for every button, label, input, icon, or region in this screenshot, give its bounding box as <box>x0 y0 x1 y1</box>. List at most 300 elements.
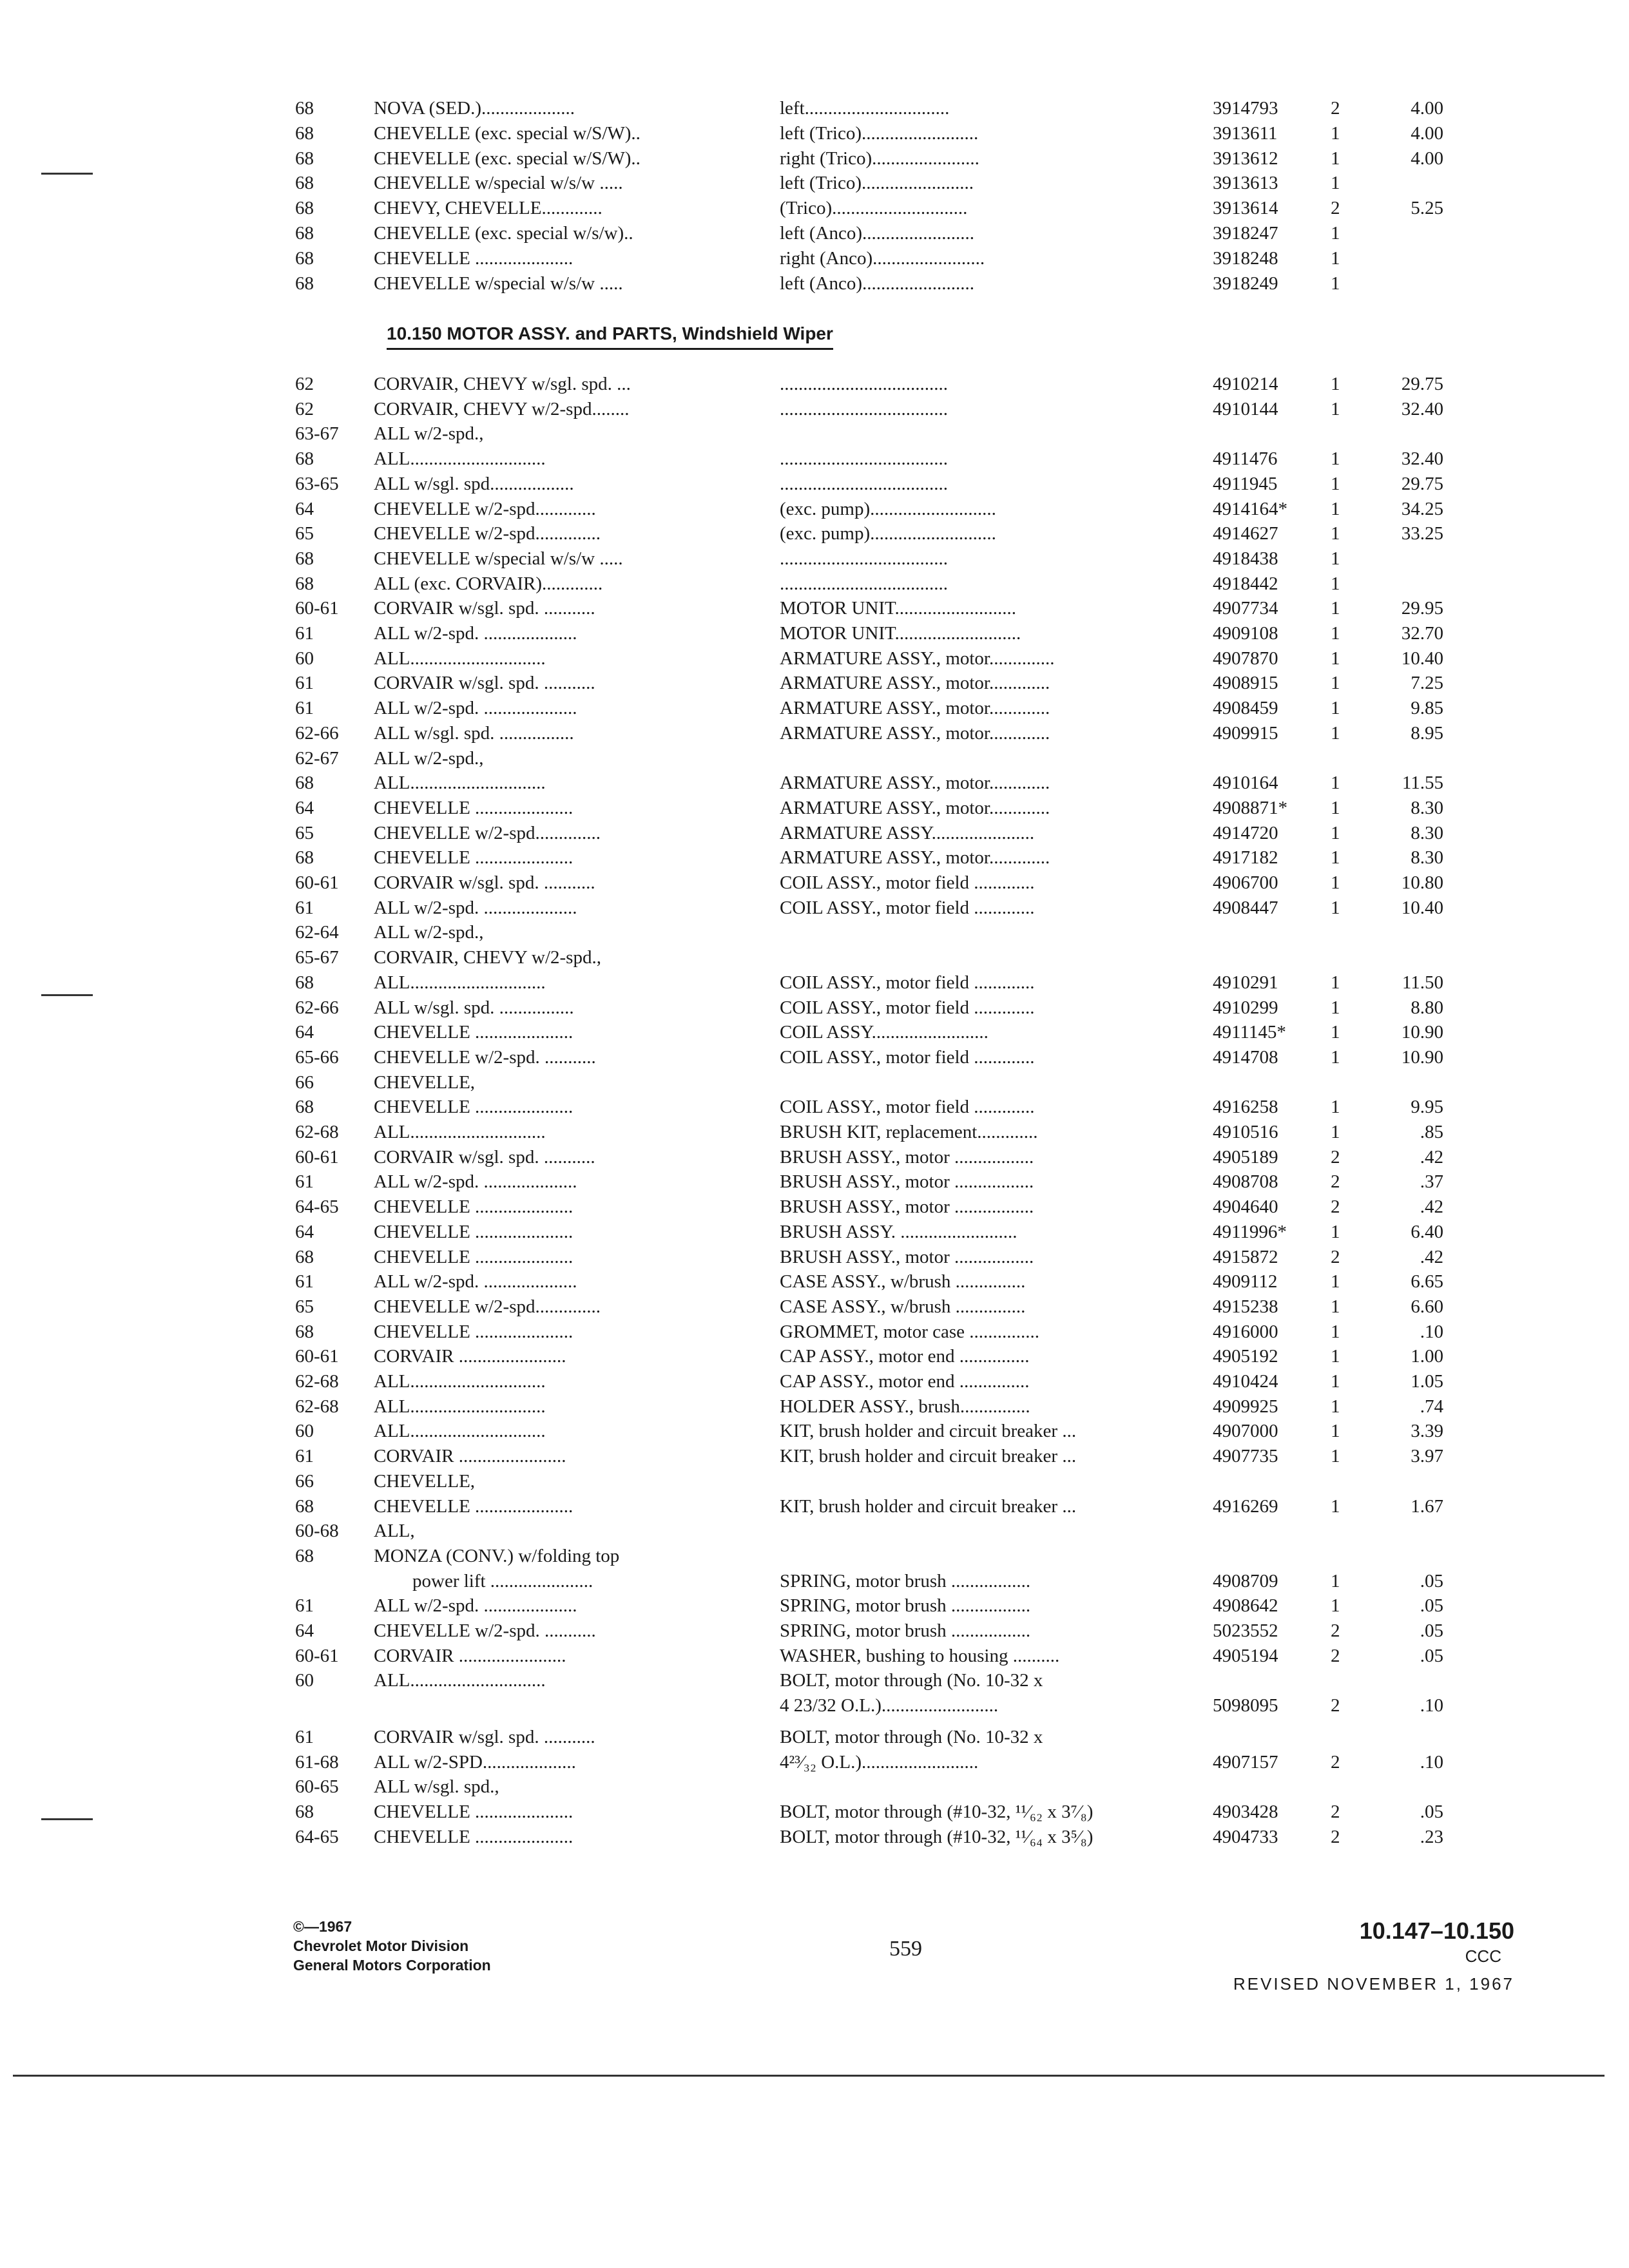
price-cell: .05 <box>1420 1645 1443 1666</box>
table-row <box>0 795 1629 821</box>
description-cell: KIT, brush holder and circuit breaker ... <box>780 1495 1077 1517</box>
part-number-cell: 4909112 <box>1213 1271 1278 1293</box>
quantity-cell: 2 <box>1331 1826 1340 1847</box>
application-cell: CHEVY, CHEVELLE............. <box>374 198 602 219</box>
table-row <box>0 620 1629 646</box>
price-cell: .23 <box>1420 1826 1443 1847</box>
application-cell: CHEVELLE ..................... <box>374 847 574 869</box>
price-cell: 10.90 <box>1401 1022 1443 1043</box>
table-row <box>0 970 1629 995</box>
application-cell: ALL w/sgl. spd. ................ <box>374 722 574 744</box>
part-number-cell: 4908447 <box>1213 897 1278 918</box>
price-cell: .10 <box>1420 1321 1443 1342</box>
application-cell: CHEVELLE (exc. special w/s/w).. <box>374 223 633 244</box>
year-cell: 66 <box>295 1470 314 1492</box>
quantity-cell: 1 <box>1331 1446 1340 1467</box>
code-label: CCC <box>1465 1946 1501 1966</box>
quantity-cell: 1 <box>1331 1022 1340 1043</box>
table-row <box>0 195 1629 221</box>
application-cell: CHEVELLE w/special w/s/w ..... <box>374 273 623 294</box>
application-cell: ALL w/2-spd., <box>374 922 484 943</box>
description-cell: WASHER, bushing to housing .......... <box>780 1645 1060 1666</box>
application-cell: CHEVELLE ..................... <box>374 247 574 269</box>
quantity-cell: 1 <box>1331 523 1340 544</box>
description-cell: CAP ASSY., motor end ............... <box>780 1346 1030 1367</box>
table-row <box>0 396 1629 422</box>
quantity-cell: 1 <box>1331 1271 1340 1293</box>
quantity-cell: 1 <box>1331 573 1340 594</box>
table-row <box>0 546 1629 572</box>
price-cell: 1.67 <box>1411 1495 1443 1517</box>
part-number-cell: 4918438 <box>1213 548 1278 569</box>
year-cell: 60-61 <box>295 872 339 893</box>
application-cell: CORVAIR w/sgl. spd. ........... <box>374 598 595 619</box>
quantity-cell: 1 <box>1331 548 1340 569</box>
application-cell: CORVAIR ....................... <box>374 1446 566 1467</box>
part-number-cell: 3913613 <box>1213 173 1278 194</box>
quantity-cell: 2 <box>1331 1801 1340 1822</box>
quantity-cell: 1 <box>1331 122 1340 144</box>
table-row <box>0 521 1629 546</box>
year-cell: 68 <box>295 448 314 470</box>
quantity-cell: 1 <box>1331 997 1340 1018</box>
year-cell: 68 <box>295 1246 314 1267</box>
table-row <box>0 1568 1629 1594</box>
application-cell: CHEVELLE, <box>374 1470 476 1492</box>
section-title: 10.150 MOTOR ASSY. and PARTS, Windshield Wiper <box>387 322 833 350</box>
year-cell: 61 <box>295 1271 314 1293</box>
price-cell: .10 <box>1420 1751 1443 1773</box>
price-cell: 4.00 <box>1411 98 1443 119</box>
application-cell: ALL............................. <box>374 1421 546 1442</box>
application-cell: ALL............................. <box>374 1670 546 1691</box>
part-number-cell: 3918248 <box>1213 247 1278 269</box>
price-cell: 3.97 <box>1411 1446 1443 1467</box>
table-row <box>0 720 1629 746</box>
application-cell: ALL w/2-spd. .................... <box>374 1271 577 1293</box>
part-number-cell: 5023552 <box>1213 1620 1278 1641</box>
application-cell: ALL w/2-spd., <box>374 747 484 769</box>
quantity-cell: 2 <box>1331 1695 1340 1716</box>
part-number-cell: 4911945 <box>1213 473 1278 494</box>
part-number-cell: 4916269 <box>1213 1495 1278 1517</box>
application-cell: ALL............................. <box>374 448 546 470</box>
application-cell: CHEVELLE w/2-spd.............. <box>374 1296 601 1317</box>
price-cell: 11.55 <box>1402 773 1443 794</box>
table-row <box>0 146 1629 171</box>
application-cell: CORVAIR w/sgl. spd. ........... <box>374 1726 595 1747</box>
year-cell: 60 <box>295 1421 314 1442</box>
quantity-cell: 2 <box>1331 1196 1340 1218</box>
part-number-cell: 4911996* <box>1213 1221 1287 1242</box>
quantity-cell: 1 <box>1331 872 1340 893</box>
table-row <box>0 646 1629 671</box>
application-cell: CHEVELLE w/2-spd. ........... <box>374 1620 596 1641</box>
application-cell: CHEVELLE w/2-spd............. <box>374 498 596 519</box>
application-cell: CHEVELLE ..................... <box>374 1022 574 1043</box>
quantity-cell: 1 <box>1331 223 1340 244</box>
price-cell: 10.90 <box>1401 1046 1443 1068</box>
application-cell: ALL w/2-SPD.................... <box>374 1751 576 1773</box>
quantity-cell: 1 <box>1331 1595 1340 1617</box>
quantity-cell: 1 <box>1331 1046 1340 1068</box>
application-cell: ALL............................. <box>374 648 546 669</box>
description-cell: MOTOR UNIT........................... <box>780 623 1021 644</box>
table-row <box>0 1044 1629 1070</box>
year-cell: 64-65 <box>295 1196 339 1218</box>
year-cell: 65-67 <box>295 947 339 968</box>
year-cell: 61 <box>295 1595 314 1617</box>
description-cell: .................................... <box>780 573 948 594</box>
year-cell: 61-68 <box>295 1751 339 1773</box>
price-cell: 6.65 <box>1411 1271 1443 1293</box>
section-range: 10.147–10.150 <box>1359 1917 1514 1944</box>
table-row <box>0 1244 1629 1270</box>
year-cell: 62 <box>295 374 314 394</box>
description-cell: .................................... <box>780 374 948 394</box>
quantity-cell: 2 <box>1331 1751 1340 1773</box>
year-cell: 61 <box>295 698 314 719</box>
part-number-cell: 4910291 <box>1213 972 1278 993</box>
quantity-cell: 1 <box>1331 1097 1340 1118</box>
price-cell: 6.40 <box>1411 1221 1443 1242</box>
year-cell: 65 <box>295 523 314 544</box>
description-cell: BRUSH ASSY., motor ................. <box>780 1146 1034 1168</box>
description-cell: COIL ASSY., motor field ............. <box>780 1097 1035 1118</box>
year-cell: 68 <box>295 1545 314 1566</box>
corporation-text: General Motors Corporation <box>293 1957 491 1974</box>
part-number-cell: 4907000 <box>1213 1421 1278 1442</box>
table-row <box>0 919 1629 945</box>
part-number-cell: 4905192 <box>1213 1346 1278 1367</box>
table-row <box>0 1443 1629 1469</box>
table-row <box>0 95 1629 121</box>
description-cell: .................................... <box>780 473 948 494</box>
quantity-cell: 1 <box>1331 247 1340 269</box>
quantity-cell: 1 <box>1331 698 1340 719</box>
price-cell: 8.30 <box>1411 797 1443 818</box>
year-cell: 60 <box>295 1670 314 1691</box>
description-cell: SPRING, motor brush ................. <box>780 1570 1031 1591</box>
description-cell: left (Trico)......................... <box>780 122 979 144</box>
price-cell: 1.00 <box>1411 1346 1443 1367</box>
table-row <box>0 1319 1629 1345</box>
year-cell: 68 <box>295 273 314 294</box>
year-cell: 62 <box>295 398 314 419</box>
description-cell: MOTOR UNIT.......................... <box>780 598 1017 619</box>
table-row <box>0 1418 1629 1444</box>
application-cell: ALL w/sgl. spd.................. <box>374 473 574 494</box>
description-cell: ARMATURE ASSY., motor............. <box>780 773 1050 794</box>
price-cell: .74 <box>1420 1396 1443 1417</box>
price-cell: 8.30 <box>1411 847 1443 869</box>
year-cell: 60-61 <box>295 598 339 619</box>
part-number-cell: 4907734 <box>1213 598 1278 619</box>
application-cell: ALL............................. <box>374 1122 546 1142</box>
year-cell: 68 <box>295 198 314 219</box>
description-cell: .................................... <box>780 548 948 569</box>
year-cell: 62-68 <box>295 1371 339 1392</box>
price-cell: 32.70 <box>1401 623 1443 644</box>
table-row <box>0 895 1629 921</box>
price-cell: .42 <box>1420 1246 1443 1267</box>
table-row <box>0 1593 1629 1619</box>
table-row <box>0 446 1629 472</box>
part-number-cell: 4907870 <box>1213 648 1278 669</box>
part-number-cell: 4914708 <box>1213 1046 1278 1068</box>
part-number-cell: 4910164 <box>1213 773 1278 794</box>
description-cell: ARMATURE ASSY., motor.............. <box>780 648 1055 669</box>
part-number-cell: 4905194 <box>1213 1645 1278 1666</box>
application-cell: CHEVELLE ..................... <box>374 797 574 818</box>
application-cell: CHEVELLE ..................... <box>374 1196 574 1218</box>
application-cell: CHEVELLE w/2-spd.............. <box>374 822 601 843</box>
table-row <box>0 1824 1629 1850</box>
year-cell: 65 <box>295 822 314 843</box>
bottom-rule <box>13 2075 1605 2077</box>
application-cell: CORVAIR w/sgl. spd. ........... <box>374 673 595 694</box>
application-cell: CHEVELLE ..................... <box>374 1801 574 1822</box>
application-cell: ALL w/2-spd. .................... <box>374 1171 577 1193</box>
part-number-cell: 4908871* <box>1213 797 1287 818</box>
year-cell: 61 <box>295 1171 314 1193</box>
application-cell: ALL w/2-spd., <box>374 423 484 445</box>
table-row <box>0 820 1629 846</box>
part-number-cell: 4908642 <box>1213 1595 1278 1617</box>
year-cell: 68 <box>295 1495 314 1517</box>
description-cell: .................................... <box>780 398 948 419</box>
description-cell: .................................... <box>780 448 948 470</box>
quantity-cell: 1 <box>1331 1570 1340 1591</box>
quantity-cell: 1 <box>1331 1321 1340 1342</box>
table-row <box>0 1724 1629 1750</box>
application-cell: ALL............................. <box>374 1371 546 1392</box>
part-number-cell: 3918247 <box>1213 223 1278 244</box>
quantity-cell: 2 <box>1331 98 1340 119</box>
table-row <box>0 1643 1629 1669</box>
description-cell: ARMATURE ASSY., motor............. <box>780 698 1050 719</box>
price-cell: 6.60 <box>1411 1296 1443 1317</box>
price-cell: 7.25 <box>1411 673 1443 694</box>
table-row <box>0 1494 1629 1519</box>
table-row <box>0 1070 1629 1095</box>
description-cell: BOLT, motor through (No. 10-32 x <box>780 1670 1043 1691</box>
part-number-cell: 3913612 <box>1213 148 1278 169</box>
price-cell: 10.80 <box>1401 872 1443 893</box>
description-cell: left (Trico)........................ <box>780 173 974 194</box>
description-cell: BRUSH KIT, replacement............. <box>780 1122 1038 1142</box>
description-cell: COIL ASSY......................... <box>780 1022 988 1043</box>
quantity-cell: 1 <box>1331 398 1340 419</box>
table-row <box>0 571 1629 597</box>
price-cell: .05 <box>1420 1570 1443 1591</box>
table-row <box>0 1219 1629 1245</box>
price-cell: 10.40 <box>1401 897 1443 918</box>
price-cell: 8.95 <box>1411 722 1443 744</box>
application-cell: CORVAIR ....................... <box>374 1645 566 1666</box>
description-cell: (exc. pump)........................... <box>780 523 996 544</box>
table-row <box>0 170 1629 196</box>
application-cell: CORVAIR, CHEVY w/sgl. spd. ... <box>374 374 631 394</box>
year-cell: 68 <box>295 122 314 144</box>
price-cell: .42 <box>1420 1196 1443 1218</box>
quantity-cell: 1 <box>1331 722 1340 744</box>
year-cell: 68 <box>295 847 314 869</box>
application-cell: CHEVELLE (exc. special w/S/W).. <box>374 122 641 144</box>
year-cell: 68 <box>295 773 314 794</box>
description-cell: right (Trico)....................... <box>780 148 979 169</box>
description-cell: CASE ASSY., w/brush ............... <box>780 1271 1026 1293</box>
part-number-cell: 4918442 <box>1213 573 1278 594</box>
application-cell: ALL w/2-spd. .................... <box>374 897 577 918</box>
application-cell: CHEVELLE w/2-spd.............. <box>374 523 601 544</box>
year-cell: 68 <box>295 148 314 169</box>
part-number-cell: 4917182 <box>1213 847 1278 869</box>
table-row <box>0 1618 1629 1644</box>
quantity-cell: 1 <box>1331 972 1340 993</box>
year-cell: 62-66 <box>295 722 339 744</box>
table-row <box>0 1019 1629 1045</box>
quantity-cell: 1 <box>1331 1421 1340 1442</box>
table-row <box>0 471 1629 497</box>
part-number-cell: 4914720 <box>1213 822 1278 843</box>
table-row <box>0 595 1629 621</box>
quantity-cell: 2 <box>1331 1620 1340 1641</box>
description-cell: KIT, brush holder and circuit breaker ... <box>780 1446 1077 1467</box>
year-cell: 68 <box>295 98 314 119</box>
table-row <box>0 1543 1629 1569</box>
part-number-cell: 4915872 <box>1213 1246 1278 1267</box>
table-row <box>0 1369 1629 1394</box>
year-cell: 63-65 <box>295 473 339 494</box>
part-number-cell: 4904733 <box>1213 1826 1278 1847</box>
price-cell: 3.39 <box>1411 1421 1443 1442</box>
application-cell: CORVAIR, CHEVY w/2-spd., <box>374 947 601 968</box>
quantity-cell: 1 <box>1331 1396 1340 1417</box>
table-row <box>0 695 1629 721</box>
table-row <box>0 1194 1629 1220</box>
description-cell: BOLT, motor through (#10-32, ¹¹⁄₆₄ x 3⁵⁄₈) <box>780 1826 1094 1847</box>
price-cell: 32.40 <box>1401 398 1443 419</box>
table-row <box>0 1269 1629 1294</box>
table-row <box>0 371 1629 397</box>
table-row <box>0 1119 1629 1145</box>
price-cell: 9.85 <box>1411 698 1443 719</box>
year-cell: 68 <box>295 247 314 269</box>
table-row <box>0 120 1629 146</box>
description-cell: (Trico)............................. <box>780 198 968 219</box>
application-cell: MONZA (CONV.) w/folding top <box>374 1545 620 1566</box>
application-cell: CHEVELLE ..................... <box>374 1221 574 1242</box>
year-cell: 66 <box>295 1072 314 1093</box>
part-number-cell: 4910214 <box>1213 374 1278 394</box>
application-cell: CHEVELLE w/special w/s/w ..... <box>374 173 623 194</box>
year-cell: 62-67 <box>295 747 339 769</box>
description-cell: CASE ASSY., w/brush ............... <box>780 1296 1026 1317</box>
year-cell: 62-66 <box>295 997 339 1018</box>
quantity-cell: 1 <box>1331 797 1340 818</box>
description-cell: CAP ASSY., motor end ............... <box>780 1371 1030 1392</box>
year-cell: 61 <box>295 1726 314 1747</box>
page-number: 559 <box>889 1937 922 1961</box>
quantity-cell: 1 <box>1331 448 1340 470</box>
application-cell: ALL............................. <box>374 1396 546 1417</box>
application-cell: ALL, <box>374 1521 415 1542</box>
quantity-cell: 1 <box>1331 374 1340 394</box>
table-row <box>0 1094 1629 1120</box>
year-cell: 60-68 <box>295 1521 339 1542</box>
table-row <box>0 870 1629 896</box>
quantity-cell: 2 <box>1331 1246 1340 1267</box>
year-cell: 65 <box>295 1296 314 1317</box>
part-number-cell: 4914627 <box>1213 523 1278 544</box>
part-number-cell: 4909925 <box>1213 1396 1278 1417</box>
year-cell: 62-68 <box>295 1122 339 1142</box>
part-number-cell: 4916258 <box>1213 1097 1278 1118</box>
application-cell: CORVAIR w/sgl. spd. ........... <box>374 872 595 893</box>
description-cell: KIT, brush holder and circuit breaker ... <box>780 1421 1077 1442</box>
table-row <box>0 1468 1629 1494</box>
quantity-cell: 1 <box>1331 847 1340 869</box>
table-row <box>0 271 1629 296</box>
price-cell: 29.95 <box>1401 598 1443 619</box>
table-row <box>0 945 1629 970</box>
quantity-cell: 1 <box>1331 173 1340 194</box>
quantity-cell: 1 <box>1331 473 1340 494</box>
application-cell: ALL............................. <box>374 972 546 993</box>
description-cell: GROMMET, motor case ............... <box>780 1321 1039 1342</box>
description-cell: BRUSH ASSY., motor ................. <box>780 1196 1034 1218</box>
year-cell: 68 <box>295 1097 314 1118</box>
description-cell: SPRING, motor brush ................. <box>780 1595 1031 1617</box>
year-cell: 60-61 <box>295 1146 339 1168</box>
application-cell: ALL w/2-spd. .................... <box>374 623 577 644</box>
year-cell: 65-66 <box>295 1046 339 1068</box>
year-cell: 61 <box>295 897 314 918</box>
part-number-cell: 4910299 <box>1213 997 1278 1018</box>
description-cell: ARMATURE ASSY., motor............. <box>780 722 1050 744</box>
year-cell: 60-61 <box>295 1346 339 1367</box>
application-cell: ALL............................. <box>374 773 546 794</box>
description-cell: COIL ASSY., motor field ............. <box>780 1046 1035 1068</box>
quantity-cell: 2 <box>1331 1146 1340 1168</box>
part-number-cell: 4908459 <box>1213 698 1278 719</box>
year-cell: 63-67 <box>295 423 339 445</box>
year-cell: 68 <box>295 573 314 594</box>
part-number-cell: 4907735 <box>1213 1446 1278 1467</box>
part-number-cell: 4903428 <box>1213 1801 1278 1822</box>
year-cell: 60-61 <box>295 1645 339 1666</box>
publisher-block <box>293 1917 491 1975</box>
description-cell: (exc. pump)........................... <box>780 498 996 519</box>
year-cell: 61 <box>295 673 314 694</box>
application-cell: CHEVELLE ..................... <box>374 1246 574 1267</box>
description-cell: ARMATURE ASSY., motor............. <box>780 797 1050 818</box>
price-cell: 5.25 <box>1411 198 1443 219</box>
year-cell: 64 <box>295 1022 314 1043</box>
quantity-cell: 1 <box>1331 822 1340 843</box>
part-number-cell: 4904640 <box>1213 1196 1278 1218</box>
year-cell: 64 <box>295 1221 314 1242</box>
table-row <box>0 220 1629 246</box>
copyright-text: ©—1967 <box>293 1918 352 1935</box>
part-number-cell: 4909108 <box>1213 623 1278 644</box>
part-number-cell: 3914793 <box>1213 98 1278 119</box>
application-cell: ALL (exc. CORVAIR)............. <box>374 573 603 594</box>
price-cell: 4.00 <box>1411 122 1443 144</box>
part-number-cell: 4908709 <box>1213 1570 1278 1591</box>
application-cell: CHEVELLE (exc. special w/S/W).. <box>374 148 641 169</box>
